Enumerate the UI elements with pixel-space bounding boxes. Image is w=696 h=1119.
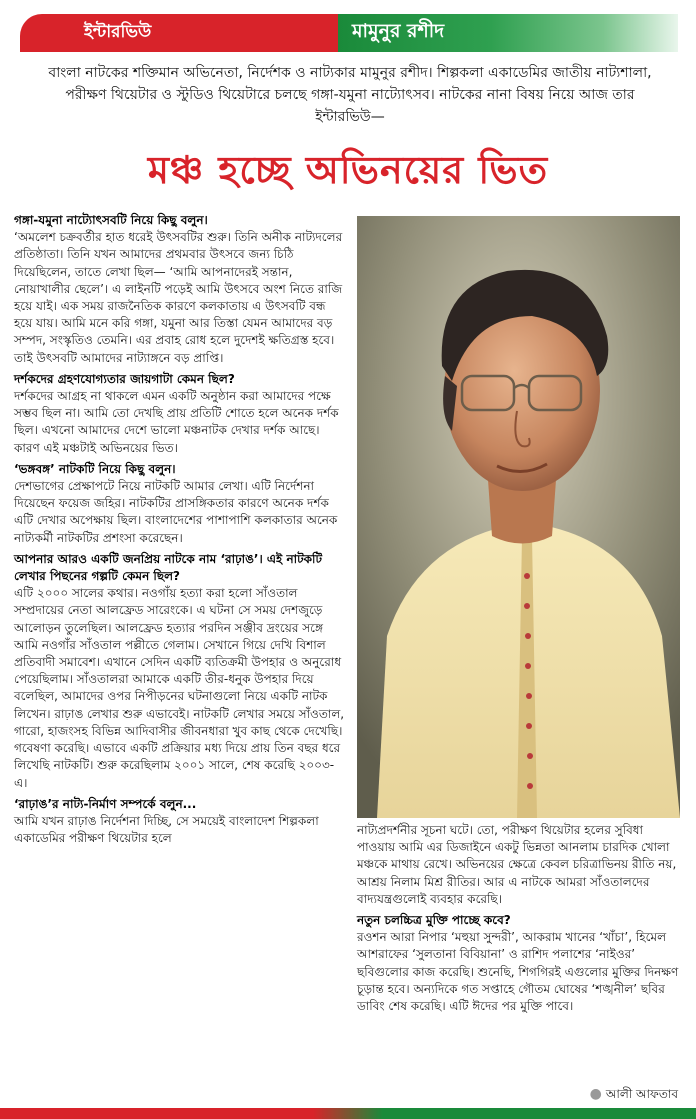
portrait-photo [357, 216, 680, 818]
author-name: আলী আফতাব [605, 1087, 678, 1101]
answer: ‘অমলেশ চক্রবর্তীর হাত ধরেই উৎসবটির শুরু। তিনি অনীক নাট্যদলের প্রতিষ্ঠাতা। তিনি যখন আমাদের প্রথমবার উৎসবে জন্য চিঠি দিয়েছিলেন, তাতে লেখা ছিল— ‘আমি আপনাদেরই সন্তান, নোয়াখালীর ছেলে’। এ লাইনটি পড়েই আমি উৎসবে অংশ নিতে রাজি হয়ে যাই। এক সময় রাজনৈতিক কারণে কলকাতায় এ উৎসবটি বন্ধ হয়ে যায়। আমি মনে করি গঙ্গা, যমুনা আর তিস্তা যেমন আমাদের বড় সম্পদ, সংস্কৃতিও তেমনি। এর প্রবাহ রোধ হলে দুদেশই ক্ষতিগ্রস্ত হবে। তাই উৎসবটি আমাদের নাট্যাঙ্গনে বড় প্রাপ্তি। [14, 230, 343, 365]
article-right-column [357, 822, 680, 1019]
qa-block [14, 551, 346, 792]
question: ‘রাঢ়াঙ’র নাট্য-নির্মাণ সম্পর্কে বলুন... [14, 796, 197, 811]
article-left-column [14, 212, 346, 851]
qa-block [14, 461, 346, 547]
continuation-text [357, 822, 680, 908]
answer: দর্শকদের আগ্রহ না থাকলে এমন একটি অনুষ্ঠান করা আমাদের পক্ষে সম্ভব ছিল না। আমি তো দেখছি প্রায় প্রতিটি শোতে হলে অনেক দর্শক ছিল। এখনো আমাদের দেশে ভালো মঞ্চনাটক দেখার দর্শক আছে। কারণ এই মঞ্চটাই অভিনয়ের ভিত। [14, 389, 339, 455]
author-credit [590, 1086, 678, 1106]
qa-block [357, 912, 680, 1015]
bullet-icon: ● [589, 1086, 602, 1102]
intro-text: বাংলা নাটকের শক্তিমান অভিনেতা, নির্দেশক ও নাট্যকার মামুনুর রশীদ। শিল্পকলা একাডেমির জাতীয় নাট্যশালা, পরীক্ষণ থিয়েটার ও স্টুডিও থিয়েটারে চলছে গঙ্গা-যমুনা নাট্যোৎসব। নাটকের নানা বিষয় নিয়ে আজ তার ইন্টারভিউ— [48, 65, 652, 125]
section-label: ইন্টারভিউ [20, 14, 338, 52]
qa-block [14, 371, 346, 457]
question: দর্শকদের গ্রহণযোগ্যতার জায়গাটা কেমন ছিল? [14, 371, 235, 386]
person-name: মামুনুর রশীদ [338, 14, 678, 52]
answer: দেশভাগের প্রেক্ষাপটে নিয়ে নাটকটি আমার লেখা। এটি নির্দেশনা দিয়েছেন ফয়েজ জহির। নাটকটির প্রাসঙ্গিকতার কারণে অনেক দর্শক এটি দেখার অপেক্ষায় ছিল। বাংলাদেশের পাশাপাশি কলকাতার অনেক নাট্যকর্মী নাটকটির প্রশংসা করেছেন। [14, 479, 338, 545]
page-title: মঞ্চ হচ্ছে অভিনয়ের ভিত [147, 148, 549, 192]
qa-block [14, 796, 346, 848]
question: গঙ্গা-যমুনা নাট্যোৎসবটি নিয়ে কিছু বলুন। [14, 213, 208, 227]
answer: আমি যখন রাঢ়াঙ নির্দেশনা দিচ্ছি, সে সময়েই বাংলাদেশ শিল্পকলা একাডেমির পরীক্ষণ থিয়েটার হলে [14, 813, 319, 846]
bottom-divider [0, 1108, 696, 1119]
question: নতুন চলচ্চিত্র মুক্তি পাচ্ছে কবে? [357, 913, 511, 928]
answer: এটি ২০০০ সালের কথার। নওগাঁয় হত্যা করা হলো সাঁওতাল সম্প্রদায়ের নেতা আলফ্রেড সারেংকে। এ ঘটনা সে সময় দেশজুড়ে আলোড়ন তুলেছিল। আলফ্রেড হত্যার পরদিন সঞ্জীব দ্রংয়ের সঙ্গে আমি নওগাঁর সাঁওতাল পল্লীতে গেলাম। সেখানে গিয়ে দেখি বিশাল প্রতিবাদী সমাবেশ। এখানে সেদিন একটি ব্যতিক্রমী উপহার ও অনুরোধ পেয়েছিলাম। সাঁওতালরা আমাকে একটি তীর-ধনুক উপহার দিয়ে বলেছিল, আমাদের ওপর নিপীড়নের ঘটনাগুলো নিয়ে একটি নাটক লিখেন। রাঢ়াঙ লেখার শুরু এভাবেই। নাটকটি লেখার সময়ে সাঁওতাল, গারো, হাজংসহ বিভিন্ন আদিবাসীর জীবনধারা খুব কাছ থেকে দেখেছি। গবেষণা করেছি। এভাবে একটি প্রক্রিয়ার মধ্য দিয়ে প্রায় তিন বছর ধরে লিখেছি নাটকটি। শুরু করেছিলাম ২০০১ সালে, শেষ করেছি ২০০৩-এ। [14, 586, 345, 790]
answer: রওশন আরা নিপার ‘মহুয়া সুন্দরী’, আকরাম খানের ‘খাঁচা’, হিমেল আশরাফের ‘সুলতানা বিবিয়ানা’ ও রাশিদ পলাশের ‘নাইওর’ ছবিগুলোর কাজ করেছি। শুনেছি, শিগগিরই এগুলোর মুক্তির দিনক্ষণ চূড়ান্ত হবে। অন্যদিকে গত সপ্তাহে গৌতম ঘোষের ‘শঙ্খনীল’ ছবির ডাবিং শেষ করেছি। এটি ঈদের পর মুক্তি পাবে। [357, 930, 679, 1014]
question: ‘ভঙ্গবঙ্গ’ নাটকটি নিয়ে কিছু বলুন। [14, 461, 176, 476]
question: আপনার আরও একটি জনপ্রিয় নাটকে নাম ‘রাঢ়াঙ’। এই নাটকটি লেখার পিছনের গল্পটি কেমন ছিল? [14, 551, 323, 584]
answer-continuation: নাট্যপ্রদর্শনীর সূচনা ঘটে। তো, পরীক্ষণ থিয়েটার হলের সুবিধা পাওয়ায় আমি এর ডিজাইনে একটু ভিন্নতা আনলাম চারদিক খোলা মঞ্চকে মাথায় রেখে। অভিনয়ের ক্ষেত্রে কেবল চরিত্রাভিনয় রীতি নয়, আশ্রয় নিলাম মিশ্র রীতির। আর এ নাটকে আমরা সাঁওতালদের বাদ্যযন্ত্রগুলোই ব্যবহার করেছি। [357, 823, 677, 906]
header-banner [20, 14, 678, 52]
qa-block [14, 212, 346, 367]
portrait-illustration [357, 216, 680, 818]
